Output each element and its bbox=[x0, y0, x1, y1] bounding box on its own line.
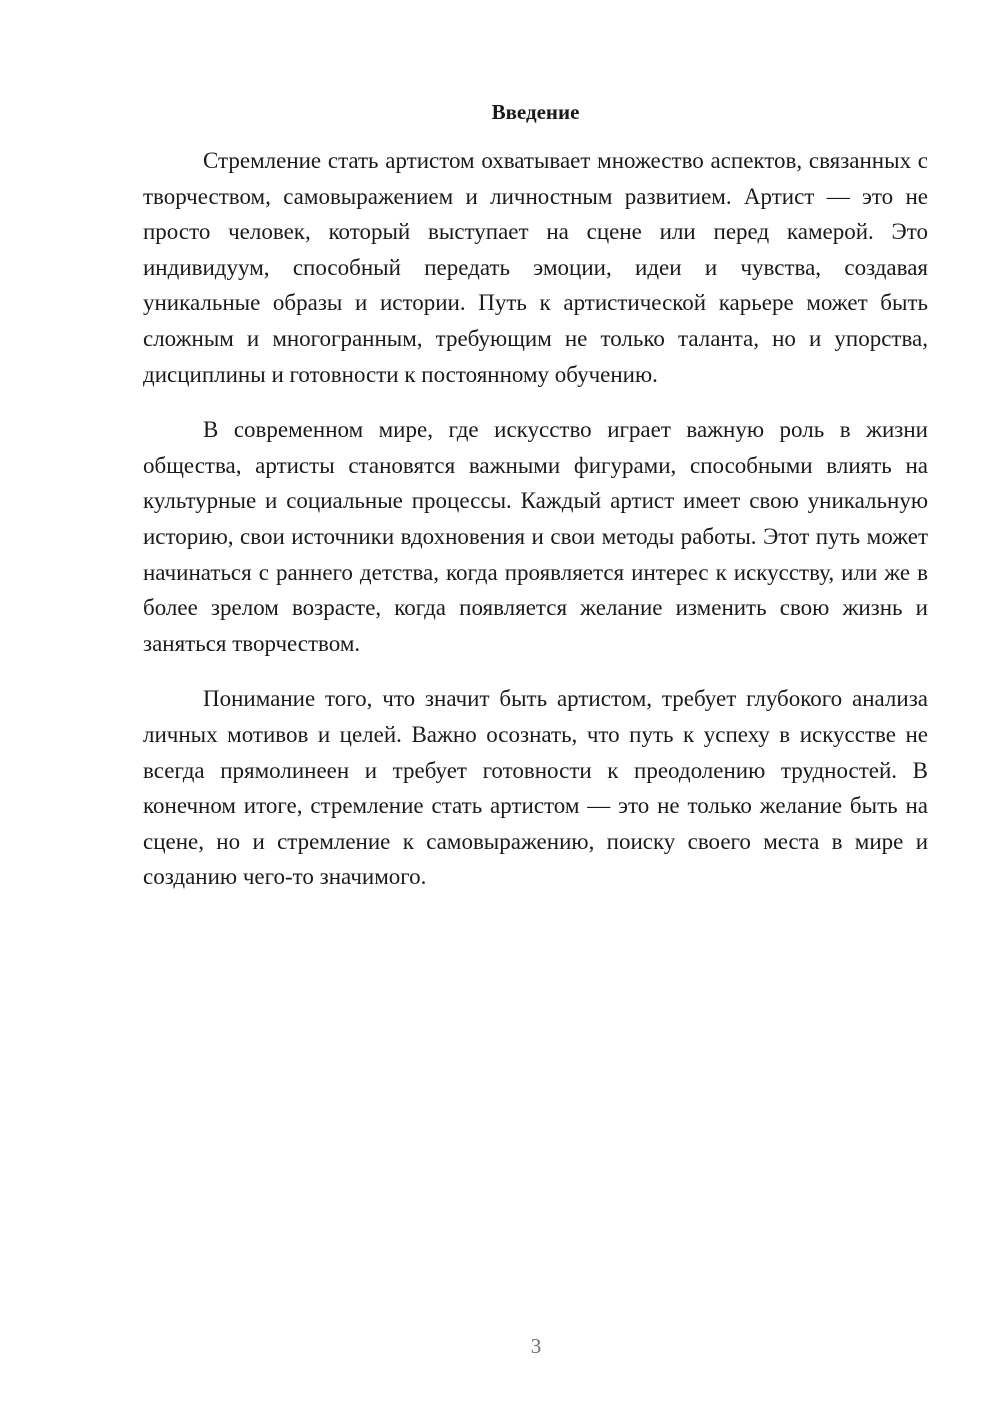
page-number: 3 bbox=[530, 1334, 542, 1358]
body-text bbox=[143, 143, 928, 915]
paragraph: Стремление стать артистом охватывает множество аспектов, связанных с творчеством, самовыражением и личностным развитием. Артист — это не просто человек, который выступает на сцене или перед камерой. Это индивидуум, способный передать эмоции, идеи и чувства, создавая уникальные образы и истории. Путь к артистической карьере может быть сложным и многогранным, требующим не только таланта, но и упорства, дисциплины и готовности к постоянному обучению. bbox=[143, 148, 928, 387]
section-title: Введение bbox=[491, 100, 580, 124]
paragraph: В современном мире, где искусство играет важную роль в жизни общества, артисты становятся важными фигурами, способными влиять на культурные и социальные процессы. Каждый артист имеет свою уникальную историю, свои источники вдохновения и свои методы работы. Этот путь может начинаться с раннего детства, когда проявляется интерес к искусству, или же в более зрелом возрасте, когда появляется желание изменить свою жизнь и заняться творчеством. bbox=[143, 417, 928, 656]
paragraph: Понимание того, что значит быть артистом, требует глубокого анализа личных мотивов и целей. Важно осознать, что путь к успеху в искусстве не всегда прямолинеен и требует готовности к преодолению трудностей. В конечном итоге, стремление стать артистом — это не только желание быть на сцене, но и стремление к самовыражению, поиску своего места в мире и созданию чего-то значимого. bbox=[143, 686, 928, 890]
